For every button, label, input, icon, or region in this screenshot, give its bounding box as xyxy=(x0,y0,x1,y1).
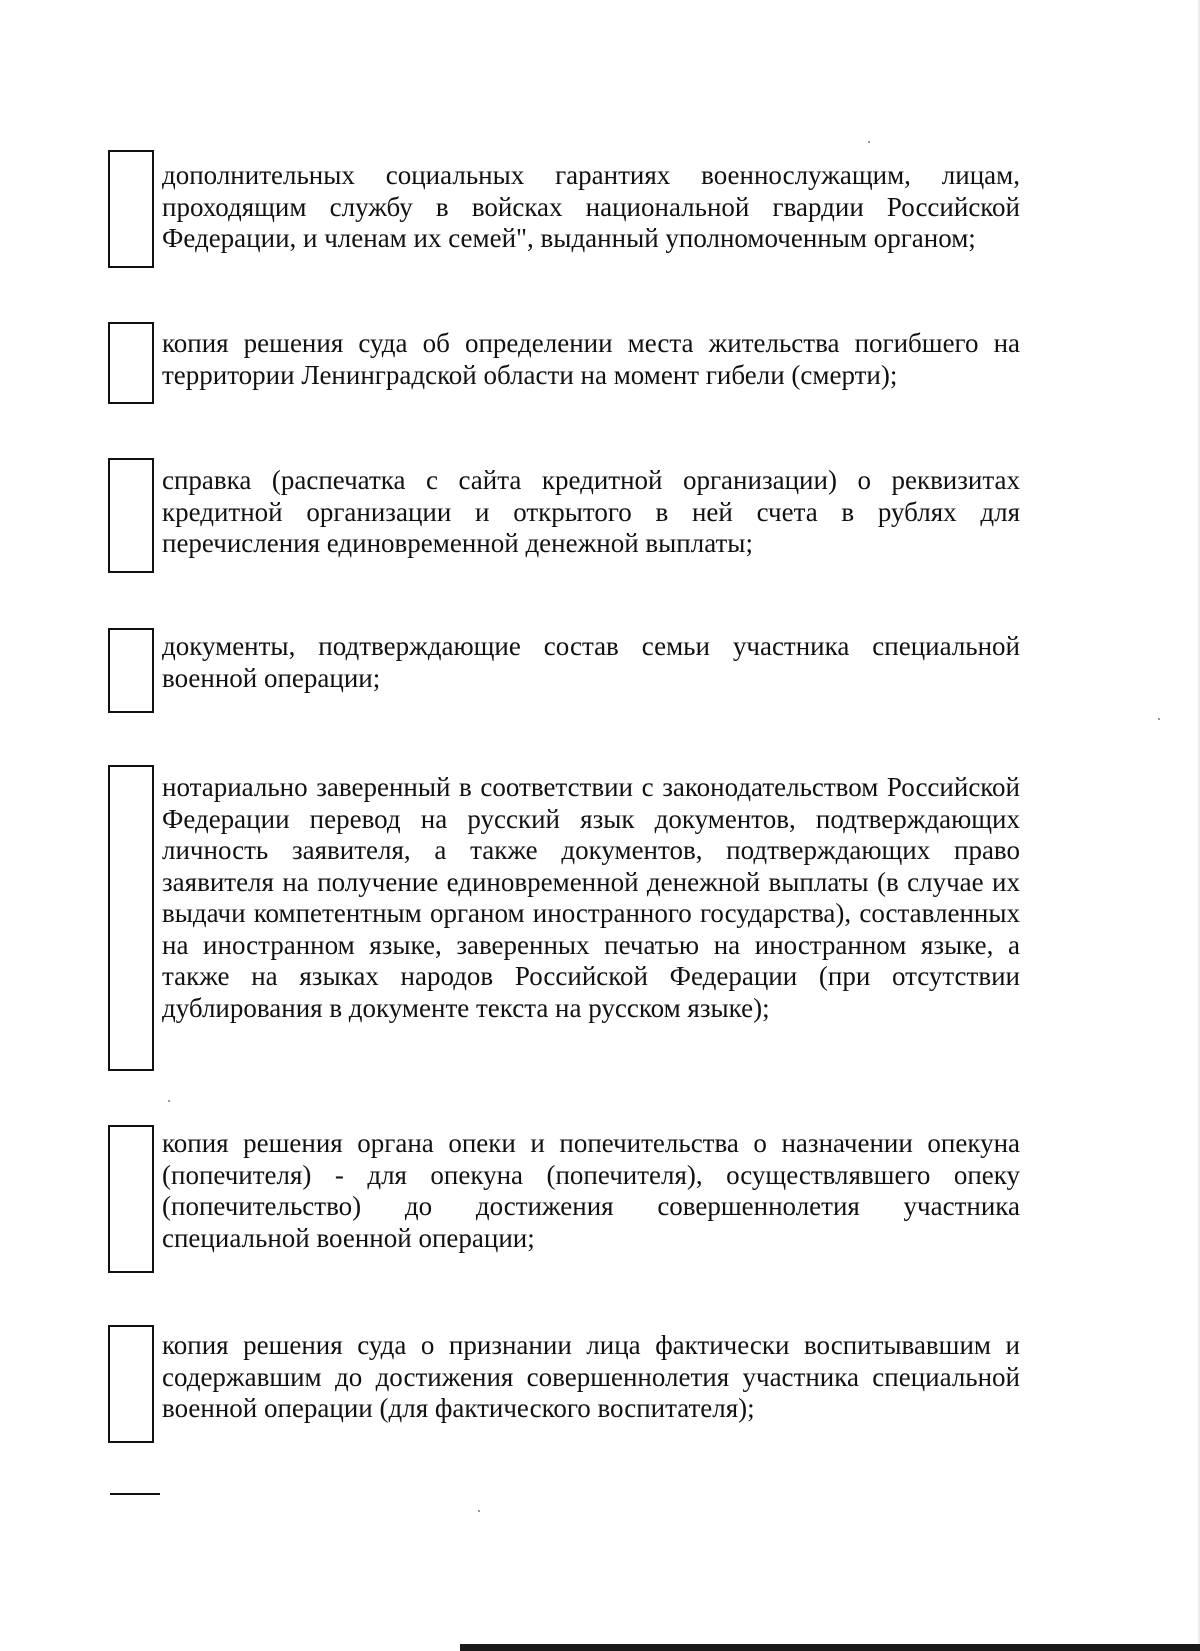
checkbox[interactable] xyxy=(108,1325,154,1443)
checkbox[interactable] xyxy=(108,458,154,573)
checkbox[interactable] xyxy=(108,1125,154,1273)
checkbox[interactable] xyxy=(108,765,154,1071)
trailing-rule xyxy=(110,1493,160,1495)
item-text: документы, подтверждающие состав семьи участника специальной военной операции; xyxy=(162,631,1020,693)
item-text: нотариально заверенный в соответствии с законодательством Российской Федерации перевод на русский язык документов, подтверждающих личность заявителя, а также документов, подтверждающих право заявителя на получение единовременной денежной выплаты (в случае их выдачи компетентным органом иностранного государства), составленных на иностранном языке, заверенных печатью на иностранном языке, а также на языках народов Российской Федерации (при отсутствии дублирования в документе текста на русском языке); xyxy=(162,772,1020,1023)
scan-speck xyxy=(478,1510,480,1512)
item-text: копия решения органа опеки и попечительства о назначении опекуна (попечителя) - для опекуна (попечителя), осуществлявшего опеку (попечительство) до достижения совершеннолетия участника специальной военной операции; xyxy=(162,1128,1020,1253)
checkbox[interactable] xyxy=(108,628,154,713)
item-text: копия решения суда об определении места жительства погибшего на территории Ленинградской области на момент гибели (смерти); xyxy=(162,328,1020,390)
scan-speck xyxy=(1158,718,1160,720)
item-text: копия решения суда о признании лица фактически воспитывавшим и содержавшим до достижения совершеннолетия участника специальной военной операции (для фактического воспитателя); xyxy=(162,1330,1020,1423)
scan-edge-bottom xyxy=(460,1644,1200,1651)
checkbox[interactable] xyxy=(108,150,154,268)
checkbox[interactable] xyxy=(108,322,154,404)
scan-speck xyxy=(868,141,870,143)
item-text: дополнительных социальных гарантиях военнослужащим, лицам, проходящим службу в войсках национальной гвардии Российской Федерации, и членам их семей", выданный уполномоченным органом; xyxy=(162,160,1020,253)
item-text: справка (распечатка с сайта кредитной организации) о реквизитах кредитной организации и открытого в ней счета в рублях для перечисления единовременной денежной выплаты; xyxy=(162,465,1020,558)
scan-speck xyxy=(168,1100,170,1102)
